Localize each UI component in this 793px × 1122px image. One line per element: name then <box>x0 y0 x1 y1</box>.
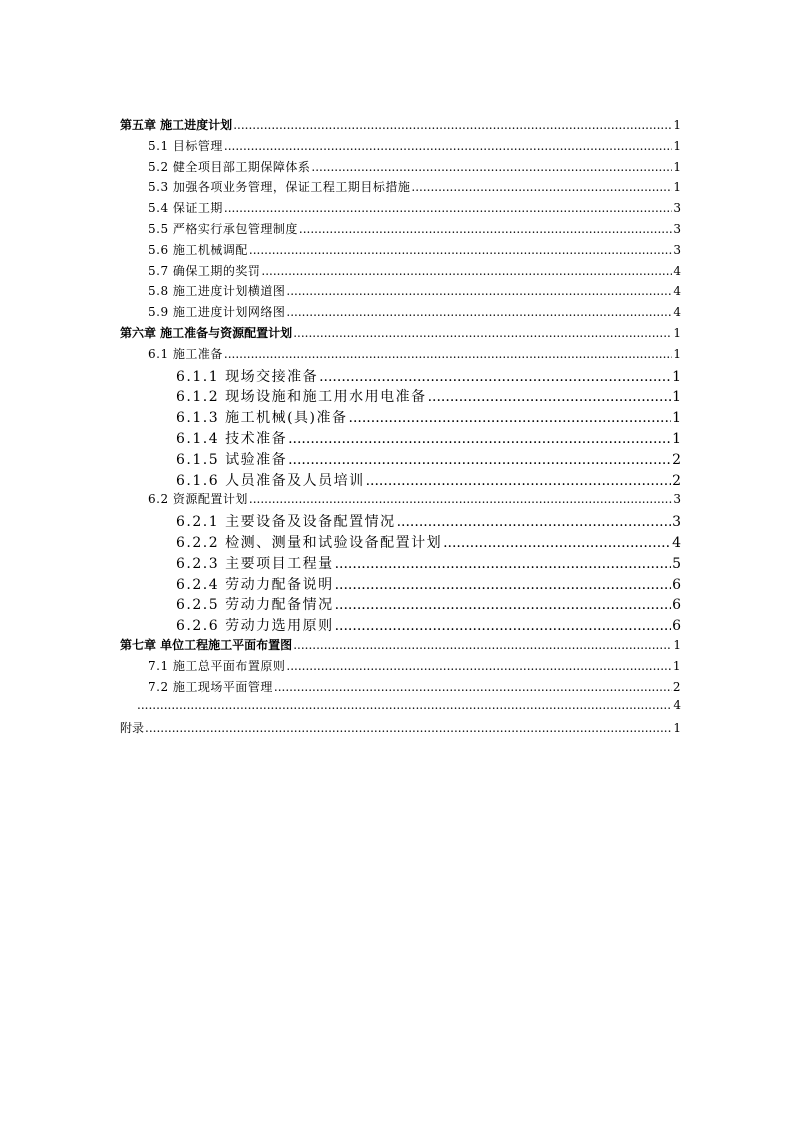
toc-entry[interactable] <box>120 158 681 179</box>
toc-entry-title: 6.1.4 技术准备 <box>176 430 288 447</box>
toc-leader-dots <box>397 514 672 530</box>
toc-leader-dots <box>224 139 672 153</box>
toc-entry-title: 7.1 施工总平面布置原则 <box>148 658 286 673</box>
toc-entry-title: 5.5 严格实行承包管理制度 <box>148 221 298 236</box>
toc-entry[interactable] <box>120 241 681 262</box>
toc-entry-title: 6.1 施工准备 <box>148 346 223 361</box>
toc-entry-page: 1 <box>673 138 681 153</box>
toc-leader-dots <box>137 698 672 712</box>
toc-entry[interactable] <box>120 657 681 678</box>
toc-entry-page: 1 <box>673 180 681 195</box>
toc-leader-dots <box>349 410 672 426</box>
toc-leader-dots <box>335 597 672 613</box>
toc-entry[interactable] <box>120 678 681 699</box>
toc-entry-appendix[interactable] <box>120 719 681 740</box>
toc-entry[interactable] <box>120 366 681 387</box>
toc-entry[interactable] <box>120 553 681 574</box>
toc-leader-dots <box>428 389 672 405</box>
toc-entry-title: 6.2.6 劳动力选用原则 <box>176 618 334 635</box>
toc-entry-title: 5.3 加强各项业务管理，保证工程工期目标措施 <box>148 180 411 195</box>
toc-entry-page: 2 <box>672 472 681 489</box>
toc-entry-page: 6 <box>672 576 681 593</box>
toc-entry-page: 1 <box>672 658 681 673</box>
toc-entry-page: 1 <box>673 159 681 174</box>
toc-entry-page: 1 <box>673 118 681 132</box>
toc-entry[interactable] <box>120 532 681 553</box>
toc-leader-dots <box>286 284 672 298</box>
toc-entry-page: 4 <box>673 263 681 278</box>
toc-entry[interactable] <box>120 594 681 615</box>
toc-leader-dots <box>335 618 672 634</box>
toc-entry[interactable] <box>120 698 681 719</box>
toc-entry-page: 2 <box>672 679 681 694</box>
toc-entry-page: 1 <box>672 368 681 385</box>
toc-entry-title: 6.2.3 主要项目工程量 <box>176 555 334 572</box>
toc-leader-dots <box>145 721 672 735</box>
toc-leader-dots <box>293 326 672 340</box>
toc-entry-page: 4 <box>673 698 681 713</box>
toc-leader-dots <box>288 431 671 447</box>
toc-entry-page: 3 <box>673 492 681 507</box>
toc-entry-page: 1 <box>673 346 681 361</box>
toc-entry-title: 5.8 施工进度计划横道图 <box>148 284 286 299</box>
toc-leader-dots <box>224 347 672 361</box>
toc-entry-title: 第七章 单位工程施工平面布置图 <box>120 637 293 652</box>
toc-leader-dots <box>274 680 672 694</box>
toc-leader-dots <box>249 492 672 506</box>
toc-entry-title: 6.2 资源配置计划 <box>148 492 248 507</box>
toc-entry-page: 1 <box>672 389 681 406</box>
toc-leader-dots <box>299 222 672 236</box>
toc-entry[interactable] <box>120 137 681 158</box>
toc-leader-dots <box>224 201 672 215</box>
toc-entry-title: 6.1.6 人员准备及人员培训 <box>176 472 365 489</box>
toc-entry[interactable] <box>120 116 681 137</box>
toc-entry[interactable] <box>120 449 681 470</box>
toc-leader-dots <box>311 160 672 174</box>
toc-entry-title: 附录 <box>120 721 145 736</box>
toc-entry-title: 7.2 施工现场平面管理 <box>148 679 273 694</box>
toc-entry[interactable] <box>120 386 681 407</box>
toc-leader-dots <box>335 577 672 593</box>
toc-entry-page: 6 <box>672 618 681 635</box>
toc-entry-page: 2 <box>672 451 681 468</box>
toc-entry[interactable] <box>120 428 681 449</box>
toc-entry-title: 5.1 目标管理 <box>148 138 223 153</box>
toc-entry-page: 1 <box>673 721 681 736</box>
toc-entry[interactable] <box>120 199 681 220</box>
toc-entry-page: 3 <box>672 514 681 531</box>
toc-entry[interactable] <box>120 470 681 491</box>
toc-entry-title: 6.1.2 现场设施和施工用水用电准备 <box>176 389 427 406</box>
toc-entry-page: 5 <box>672 555 681 572</box>
toc-entry[interactable] <box>120 282 681 303</box>
toc-entry[interactable] <box>120 220 681 241</box>
toc-entry-page: 1 <box>673 637 681 652</box>
toc-entry[interactable] <box>120 574 681 595</box>
toc-leader-dots <box>443 535 671 551</box>
toc-entry[interactable] <box>120 615 681 636</box>
toc-entry-page: 3 <box>673 221 681 236</box>
toc-entry-title: 第五章 施工进度计划 <box>120 118 233 132</box>
toc-entry-title: 6.2.1 主要设备及设备配置情况 <box>176 514 396 531</box>
table-of-contents <box>120 116 681 740</box>
toc-entry-title: 6.1.5 试验准备 <box>176 451 288 468</box>
toc-entry-page: 1 <box>672 430 681 447</box>
toc-leader-dots <box>319 369 671 385</box>
toc-leader-dots <box>293 638 672 652</box>
toc-entry[interactable] <box>120 303 681 324</box>
toc-leader-dots <box>261 264 672 278</box>
toc-entry-title: 5.4 保证工期 <box>148 201 223 216</box>
toc-entry-page: 3 <box>673 201 681 216</box>
toc-leader-dots <box>286 659 671 673</box>
toc-entry-title: 6.2.4 劳动力配备说明 <box>176 576 334 593</box>
toc-entry-title: 5.2 健全项目部工期保障体系 <box>148 159 311 174</box>
toc-entry-page: 6 <box>672 597 681 614</box>
toc-leader-dots <box>288 452 671 468</box>
toc-entry-page: 1 <box>673 325 681 340</box>
toc-entry-page: 4 <box>673 305 681 320</box>
toc-entry[interactable] <box>120 636 681 657</box>
toc-entry-title: 5.6 施工机械调配 <box>148 242 248 257</box>
toc-entry-title: 6.1.3 施工机械(具)准备 <box>176 410 348 427</box>
toc-entry[interactable] <box>120 407 681 428</box>
toc-entry-page: 3 <box>673 242 681 257</box>
toc-entry-title: 6.1.1 现场交接准备 <box>176 368 319 385</box>
toc-entry[interactable] <box>120 178 681 199</box>
toc-entry-title: 第六章 施工准备与资源配置计划 <box>120 325 293 340</box>
toc-entry[interactable] <box>120 345 681 366</box>
toc-entry-title: 5.7 确保工期的奖罚 <box>148 263 261 278</box>
toc-leader-dots <box>249 243 672 257</box>
toc-entry[interactable] <box>120 262 681 283</box>
toc-entry-page: 4 <box>673 284 681 299</box>
toc-entry[interactable] <box>120 490 681 511</box>
toc-leader-dots <box>411 180 672 194</box>
toc-leader-dots <box>366 473 672 489</box>
toc-leader-dots <box>233 118 672 132</box>
toc-entry[interactable] <box>120 511 681 532</box>
toc-entry[interactable] <box>120 324 681 345</box>
toc-entry-page: 1 <box>672 410 681 427</box>
toc-entry-title: 6.2.5 劳动力配备情况 <box>176 597 334 614</box>
toc-entry-title: 6.2.2 检测、测量和试验设备配置计划 <box>176 534 443 551</box>
toc-leader-dots <box>335 556 672 572</box>
toc-entry-title: 5.9 施工进度计划网络图 <box>148 305 286 320</box>
toc-entry-page: 4 <box>672 534 681 551</box>
toc-leader-dots <box>286 305 672 319</box>
